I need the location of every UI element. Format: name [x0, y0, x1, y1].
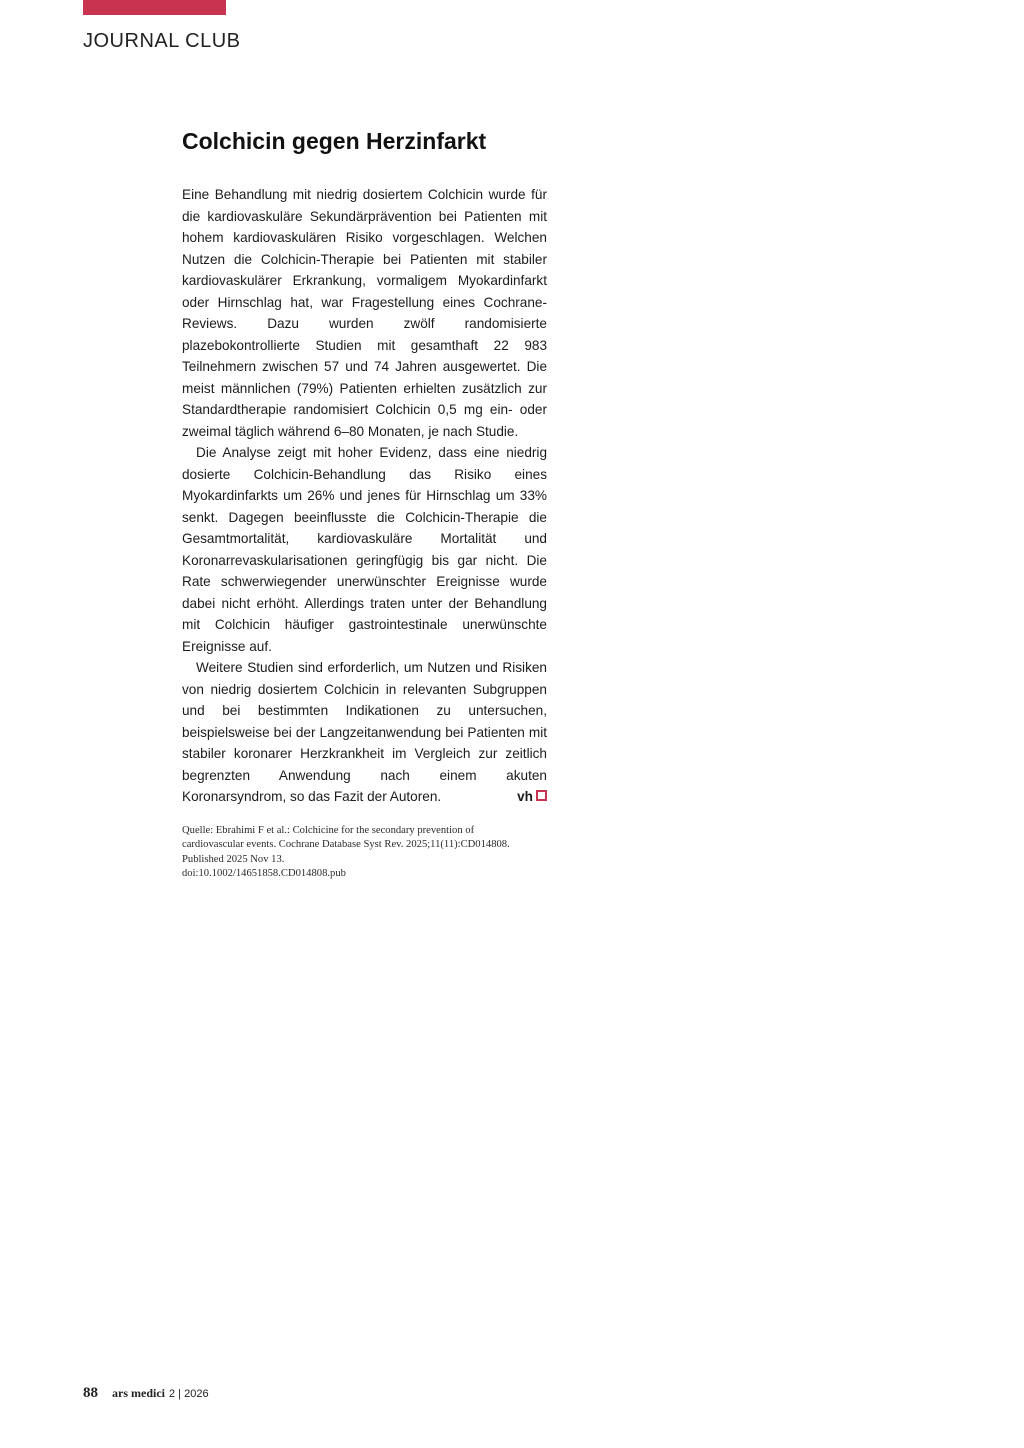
source-line: Quelle: Ebrahimi F et al.: Colchicine for the secondary prevention of — [182, 824, 475, 836]
source-reference — [182, 824, 547, 882]
magazine-name: ars medici — [112, 1386, 165, 1400]
accent-bar — [83, 0, 226, 15]
source-line: doi:10.1002/14651858.CD014808.pub — [182, 868, 346, 879]
article-title: Colchicin gegen Herzinfarkt — [182, 128, 487, 154]
author-signature — [517, 786, 547, 808]
source-line: cardiovascular events. Cochrane Database Syst Rev. 2025;11(11):CD014808. — [182, 839, 510, 850]
source-line: Published 2025 Nov 13. — [182, 853, 285, 865]
author-initials: vh — [517, 789, 533, 804]
paragraph-3 — [182, 657, 547, 808]
square-outline-icon — [536, 790, 547, 801]
page-footer — [83, 1384, 209, 1402]
page-number: 88 — [83, 1385, 98, 1401]
paragraph-3-text: Weitere Studien sind erforderlich, um Nutzen und Risiken von niedrig dosiertem Colchicin in relevanten Subgruppen und bei bestimmten Indikationen zu untersuchen, beispielsweise bei der Langzeitanwendung bei Patienten mit stabiler koronarer Herzkrankheit im Vergleich zur zeitlich begrenzten Anwendung nach einem akuten Koronarsyndrom, so das Fazit der Autoren. — [182, 660, 547, 804]
paragraph-1: Eine Behandlung mit niedrig dosiertem Colchicin wurde für die kardiovaskuläre Sekundärprävention bei Patienten mit hohem kardiovaskulären Risiko vorgeschlagen. Welchen Nutzen die Colchicin-Therapie bei Patienten mit stabiler kardiovaskulärer Erkrankung, vormaligem Myokardinfarkt oder Hirnschlag hat, war Fragestellung eines Cochrane-Reviews. Dazu wurden zwölf randomisierte plazebokontrollierte Studien mit gesamthaft 22 983 Teilnehmern zwischen 57 und 74 Jahren ausgewertet. Die meist männlichen (79%) Patienten erhielten zusätzlich zur Standardtherapie randomisiert Colchicin 0,5 mg ein- oder zweimal täglich während 6–80 Monaten, je nach Studie. — [182, 187, 547, 439]
issue-number: 2 | 2026 — [169, 1388, 209, 1400]
article-body — [182, 184, 547, 808]
article — [182, 126, 547, 882]
paragraph-2: Die Analyse zeigt mit hoher Evidenz, dass eine niedrig dosierte Colchicin-Behandlung das Risiko eines Myokardinfarkts um 26% und jenes für Hirnschlag um 33% senkt. Dagegen beeinflusste die Colchicin-Therapie die Gesamtmortalität, kardiovaskuläre Mortalität und Koronarrevaskularisationen geringfügig bis gar nicht. Die Rate schwerwiegender unerwünschter Ereignisse wurde dabei nicht erhöht. Allerdings traten unter der Behandlung mit Colchicin häufiger gastrointestinale unerwünschte Ereignisse auf. — [182, 445, 547, 654]
section-label: JOURNAL CLUB — [83, 30, 241, 52]
